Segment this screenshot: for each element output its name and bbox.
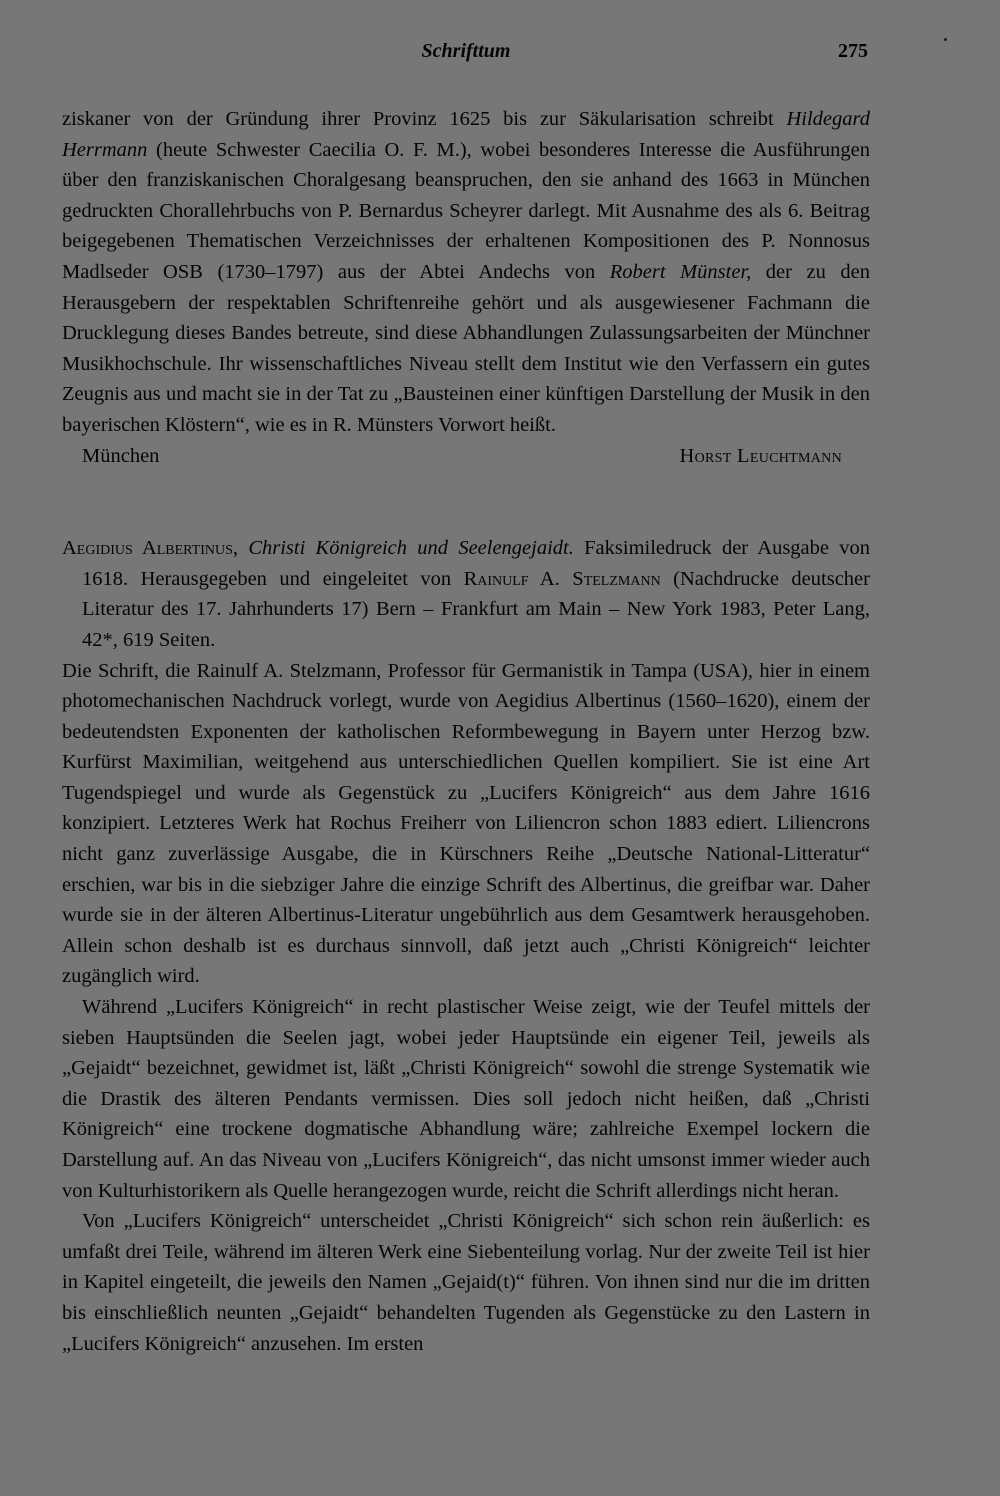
review2-paragraph-1: Die Schrift, die Rainulf A. Stelzmann, Professor für Germanistik in Tampa (USA), hier in einem photomechanischen Nachdruck vorlegt, wurde von Aegidius Albertinus (1560–1620), einem der bedeutendsten Exponenten der katholischen Reformbewegung in Bayern unter Herzog bzw. Kurfürst Maximilian, weitgehend aus unterschiedlichen Quellen kompiliert. Sie ist eine Art Tugendspiegel und wurde als Gegenstück zu „Lucifers Königreich“ aus dem Jahre 1616 konzipiert. Letzteres Werk hat Rochus Freiherr von Liliencron schon 1883 ediert. Liliencrons nicht ganz zuverlässige Ausgabe, die in Kürschners Reihe „Deutsche National-Litteratur“ erschien, war bis in die siebziger Jahre die einzige Schrift des Albertinus, die greifbar war. Daher wurde sie in der älteren Albertinus-Literatur ungebührlich aus dem Gesamtwerk herausgehoben. Allein schon deshalb ist es durchaus sinnvoll, daß jetzt auch „Christi Königreich“ leichter zugänglich wird. (62, 659, 870, 988)
heading-separator: , (232, 537, 249, 560)
signoff-place: München (82, 444, 160, 467)
heading-text-2: (Nachdrucke deutscher Literatur des 17. Jahrhunderts 17) Bern – Frankfurt am Main – New York 1983, Peter Lang, 42*, 619 Seiten. (82, 567, 870, 651)
section-gap (62, 471, 870, 533)
review2-paragraph-2: Während „Lucifers Königreich“ in recht plastischer Weise zeigt, wie der Teufel mittels der sieben Hauptsünden die Seelen jagt, wobei jeder Hauptsünde ein eigener Teil, jeweils als „Gejaidt“ bezeichnet, gewidmet ist, läßt „Christi Königreich“ sowohl die strenge Systematik wie die Drastik des älteren Pendants vermissen. Dies soll jedoch nicht heißen, daß „Christi Königreich“ eine trockene dogmatische Abhandlung wäre; zahlreiche Exempel lockern die Darstellung auf. An das Niveau von „Lucifers Königreich“, das nicht umsonst immer wieder auch von Kulturhistorikern als Quelle herangezogen wurde, reicht die Schrift allerdings nicht heran. (62, 996, 870, 1202)
review2-bibliographic-heading (62, 533, 870, 655)
print-speck (944, 38, 947, 41)
review1-text-3: der zu den Herausgebern der respektablen Schriftenreihe gehört und als ausgewiesener Fachmann die Drucklegung dieses Bandes betreute, sind diese Abhandlungen Zulassungsarbeiten der Münchner Musikhochschule. Ihr wissenschaftliches Niveau stellt dem Institut wie den Verfassern ein gutes Zeugnis aus und macht sie in der Tat zu „Bausteinen einer künftigen Darstellung der Musik in den bayerischen Klöstern“, wie es in R. Münsters Vorwort heißt. (62, 260, 870, 436)
review1-paragraph (62, 104, 870, 441)
book-title: Christi Königreich und Seelengejaidt. (248, 537, 574, 560)
book-author: Aegidius Albertinus (62, 537, 233, 560)
page-body (62, 104, 870, 1359)
reviewer-name: Horst Leuchtmann (679, 444, 842, 467)
review1-text-2: (heute Schwester Caecilia O. F. M.), wobei besonderes Interesse die Ausführungen über den franziskanischen Choralgesang beanspruchen, den sie anhand des 1663 in München gedruckten Chorallehrbuchs von P. Bernardus Scheyrer darlegt. Mit Ausnahme des als 6. Beitrag beigegebenen Thematischen Verzeichnisses der erhaltenen Kompositionen des P. Nonnosus Madlseder OSB (1730–1797) aus der Abtei Andechs von (62, 138, 870, 283)
contributor-name: Robert Münster, (609, 260, 752, 283)
book-editor: Rainulf A. Stelzmann (463, 567, 661, 590)
heading-text-1: Faksimiledruck der Ausgabe von 1618. Herausgegeben und eingeleitet von (82, 537, 871, 590)
review1-signoff (62, 441, 870, 472)
contributor-name: Hildegard Herrmann (62, 108, 870, 161)
review2-paragraph-3: Von „Lucifers Königreich“ unterscheidet „Christi Königreich“ sich schon rein äußerlich: es umfaßt drei Teile, während im älteren Werk eine Siebenteilung vorlag. Nur der zweite Teil ist hier in Kapitel eingeteilt, die jeweils den Namen „Gejaid(t)“ führen. Von ihnen sind nur die im dritten bis einschließlich neunten „Gejaidt“ behandelten Tugenden als Gegenstücke zu den Lastern in „Lucifers Königreich“ anzusehen. Im ersten (62, 1210, 870, 1355)
page-number: 275 (838, 40, 868, 62)
running-head (62, 40, 870, 74)
review1-text-1: ziskaner von der Gründung ihrer Provinz 1625 bis zur Säkularisation schreibt (62, 108, 787, 130)
running-head-title: Schrifttum (421, 40, 511, 62)
